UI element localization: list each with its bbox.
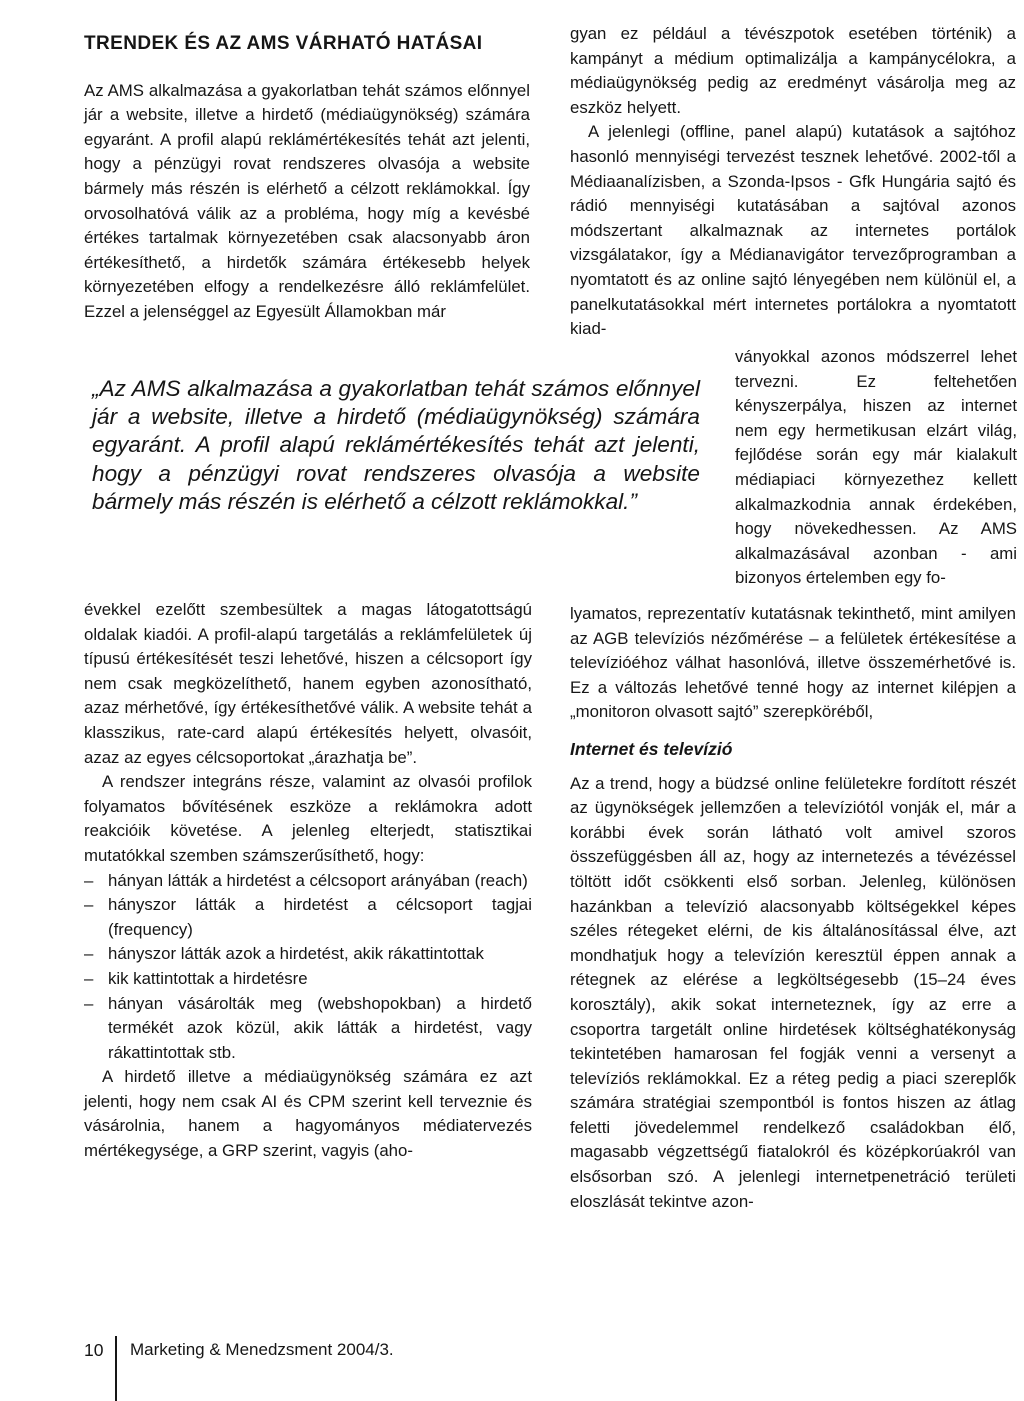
list-item: – hányszor látták a hirdetést a célcsoport tagjai (frequency)	[84, 893, 532, 942]
right-column-wrap	[735, 345, 1017, 591]
body-paragraph: gyan ez például a tévészpotok esetében történik) a kampányt a médium optimalizálja a kampánycélokra, a médiaügynökség pedig az eredményt vásárolja meg az eszköz helyett.	[570, 24, 1016, 117]
body-paragraph: Az a trend, hogy a büdzsé online felületekre fordított részét az ügynökségek jellemzően a televíziótól vonják el, már a korábbi évek során látható volt amivel szoros összefüggésben áll az, hogy az internetezés a tévézéssel töltött időt csökkenti első sorban. Jelenleg, különösen hazánkban a televízió alacsonyabb költségekkel képes széles rétegeket elérni, de kis általánosítással élve, azt mondhatjuk hogy a televízión keresztül éppen annak a rétegnek az elérése a legköltségesebb (15–24 éves korosztály), akik sokat interneteznek, így az erre a csoportra targetált online hirdetések költséghatékonyság tekintetében hamarosan fel fogják venni a versenyt a televíziós reklámokkal. Ez a réteg pedig a piaci szereplők számára stratégiai szempontból is fontos hiszen az átlag feletti jövedelemmel rendelkező családokban élő, magasabb végzettségű fiatalokról és középkorúakról van elsősorban szó. A jelenlegi internetpenetráció területi eloszlását tekintve azon-	[570, 773, 1016, 1211]
body-paragraph: Az AMS alkalmazása a gyakorlatban tehát számos előnnyel jár a website, illetve a hirdető (médiaügynökség) számára egyaránt. A profil alapú reklámértékesítés tehát azt jelenti, hogy a pénzügyi rovat rendszeres olvasója a website bármely más részén is elérhető a célzott reklámokkal. Így orvosolhatóvá válik az a probléma, hogy míg a kevésbé értékes tartalmak környezetében csak alacsonyabb áron értékesíthető, a hirdetők számára értékesebb helyek környezetében elfogy a rendelkezésre álló reklámfelület. Ezzel a jelenséggel az Egyesült Államokban már	[84, 80, 530, 321]
body-paragraph: A jelenlegi (offline, panel alapú) kutatások a sajtóhoz hasonló mennyiségi tervezést tesznek lehetővé. 2002-től a Médiaanalízisben, a Szonda-Ipsos - Gfk Hungária sajtó és rádió mennyiségi kutatásában a sajtóval azonos módszertant alkalmaznak az internetes portálok vizsgálatakor, így a Médianavigátor tervezőprogramban a nyomtatott és az online sajtó lényegében nem különül el, a panelkutatásokkal mért internetes portálokra a nyomtatott kiad-	[570, 122, 1016, 339]
section-subheading: Internet és televízió	[570, 738, 733, 759]
list-item: – hányszor látták azok a hirdetést, akik rákattintottak	[84, 942, 532, 967]
list-item: – hányan vásárolták meg (webshopokban) a hirdető termékét azok közül, akik látták a hirdetést, vagy rákattintottak stb.	[84, 992, 532, 1066]
body-paragraph: A hirdető illetve a médiaügynökség számára ez azt jelenti, hogy nem csak AI és CPM szerint kell terveznie és vásárolnia, hanem a hagyományos médiatervezés mértékegysége, a GRP szerint, vagyis (aho-	[84, 1067, 532, 1161]
body-paragraph: évekkel ezelőtt szembesültek a magas látogatottságú oldalak kiadói. A profil-alapú targetálás a reklámfelületek új típusú értékesítését teszi lehetővé, hiszen a célcsoport így nem csak megközelíthető, hanem egyben azonosítható, azaz mérhetővé, így értékesíthetővé válik. A website tehát a klasszikus, rate-card alapú értékesítés helyett, olvasóit, azaz az egyes célcsoportokat „árazhatja be”.	[84, 600, 532, 767]
page-number: 10	[84, 1340, 104, 1360]
right-column-top	[570, 22, 1016, 342]
pull-quote: „Az AMS alkalmazása a gyakorlatban tehát számos előnnyel jár a website, illetve a hirdető (médiaügynökség) számára egyaránt. A profil alapú reklámértékesítés tehát azt jelenti, hogy a pénzügyi rovat rendszeres olvasója a website bármely más részén is elérhető a célzott reklámokkal.”	[92, 376, 700, 514]
body-paragraph: A rendszer integráns része, valamint az olvasói profilok folyamatos bővítésének eszköze a reklámokra adott reakcióik követése. A jelenleg elterjedt, statisztikai mutatókkal szemben számszerűsíthető, hogy:	[84, 772, 532, 865]
list-item: – hányan látták a hirdetést a célcsoport arányában (reach)	[84, 869, 532, 894]
body-paragraph: ványokkal azonos módszerrel lehet tervezni. Ez feltehetően kényszerpálya, hiszen az internet nem egy hermetikusan elzárt világ, fejlődése során egy már kialakult médiapiaci környezethez kellett alkalmazkodnia annak érdekében, hogy növekedhessen. Az AMS alkalmazásával azonban - ami bizonyos értelemben egy fo-	[735, 347, 1017, 588]
left-column-bottom	[84, 598, 532, 1164]
right-column-bottom	[570, 602, 1016, 1214]
list-item: – kik kattintottak a hirdetésre	[84, 967, 532, 992]
section-heading: TRENDEK ÉS AZ AMS VÁRHATÓ HATÁSAI	[84, 33, 483, 54]
left-column-top	[84, 32, 530, 325]
body-paragraph: lyamatos, reprezentatív kutatásnak tekinthető, mint amilyen az AGB televíziós nézőmérése – a felületek értékesítése a televízióéhoz válhat hasonlóvá, illetve összemérhetővé is. Ez a változás lehetővé tenné hogy az internet kilépjen a „monitoron olvasott sajtó” szerepköréből,	[570, 604, 1016, 722]
journal-title: Marketing & Menedzsment 2004/3.	[130, 1340, 394, 1359]
footer-divider	[115, 1336, 117, 1401]
bullet-list	[84, 869, 532, 1066]
